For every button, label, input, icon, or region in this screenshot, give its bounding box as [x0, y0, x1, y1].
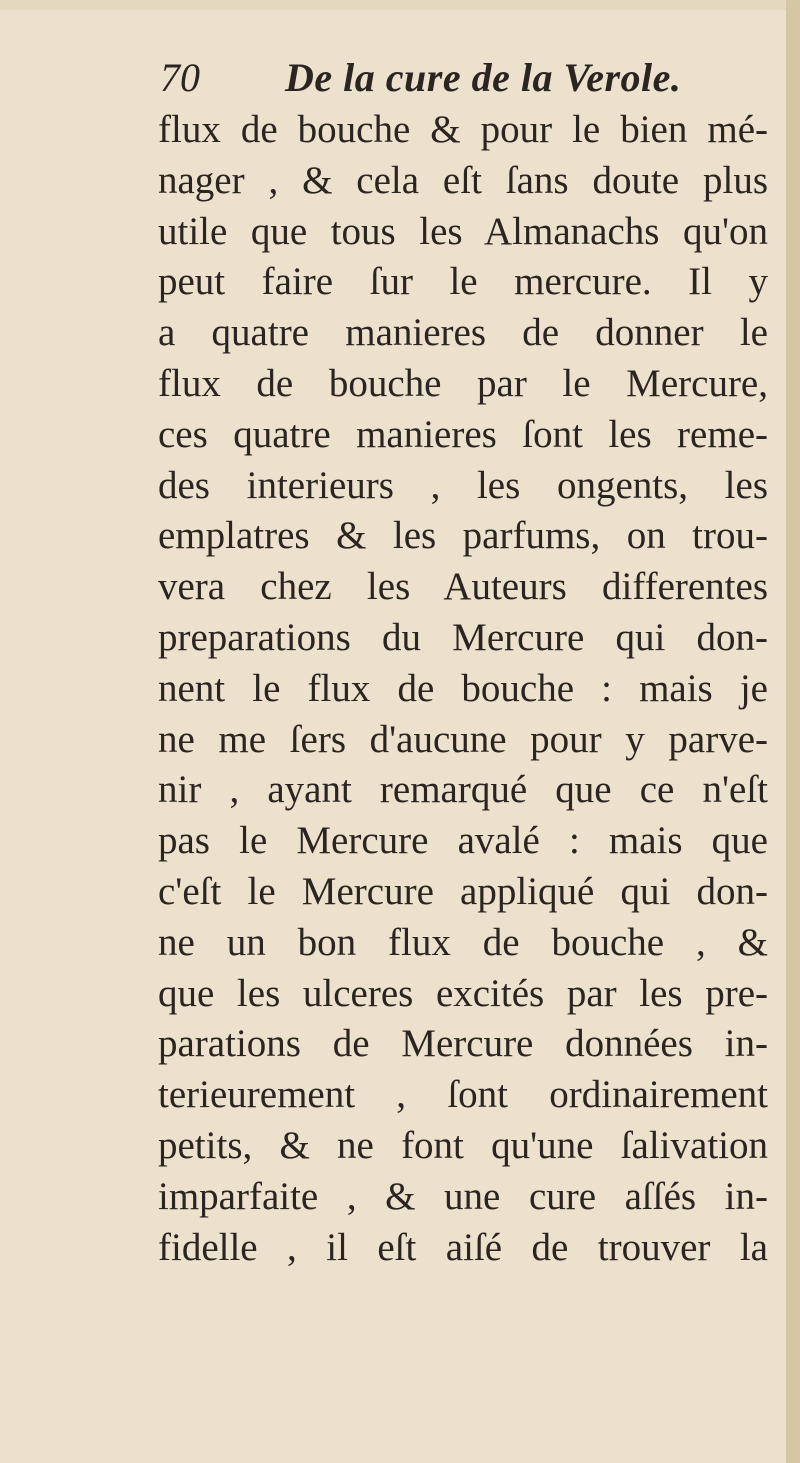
page-top-edge — [0, 0, 800, 10]
page-number: 70 — [160, 55, 200, 100]
text-line: ne me ſers d'aucune pour y parve- — [158, 717, 768, 761]
running-title: De la cure de la Verole. — [285, 55, 682, 100]
text-line: flux de bouche & pour le bien mé- — [158, 108, 768, 151]
text-line: utile que tous les Almanachs qu'on — [158, 209, 768, 253]
text-line: nager , & cela eſt ſans doute plus — [158, 158, 768, 202]
text-line: ne un bon flux de bouche , & — [158, 920, 768, 964]
page-right-edge — [786, 0, 800, 1463]
text-line: peut faire ſur le mercure. Il y — [158, 260, 768, 304]
text-line: ces quatre manieres ſont les reme- — [158, 412, 768, 456]
text-line: des interieurs , les ongents, les — [158, 463, 768, 507]
body-text — [158, 105, 768, 1273]
text-line: parations de Mercure données in- — [158, 1022, 768, 1066]
text-line: fidelle , il eſt aiſé de trouver la — [158, 1225, 768, 1269]
text-line: petits, & ne font qu'une ſalivation — [158, 1123, 768, 1167]
page-header — [160, 50, 760, 106]
text-line: que les ulceres excités par les pre- — [158, 971, 768, 1015]
text-line: terieurement , ſont ordinairement — [158, 1073, 768, 1117]
text-line: pas le Mercure avalé : mais que — [158, 819, 768, 863]
text-line: a quatre manieres de donner le — [158, 311, 768, 355]
text-line: nir , ayant remarqué que ce n'eſt — [158, 768, 768, 812]
text-line: flux de bouche par le Mercure, — [158, 361, 768, 405]
text-line: preparations du Mercure qui don- — [158, 615, 768, 659]
text-line: vera chez les Auteurs differentes — [158, 565, 768, 609]
text-line: c'eſt le Mercure appliqué qui don- — [158, 869, 768, 913]
text-line: imparfaite , & une cure aſſés in- — [158, 1174, 768, 1218]
text-line: nent le flux de bouche : mais je — [158, 666, 768, 710]
text-line: emplatres & les parfums, on trou- — [158, 514, 768, 558]
